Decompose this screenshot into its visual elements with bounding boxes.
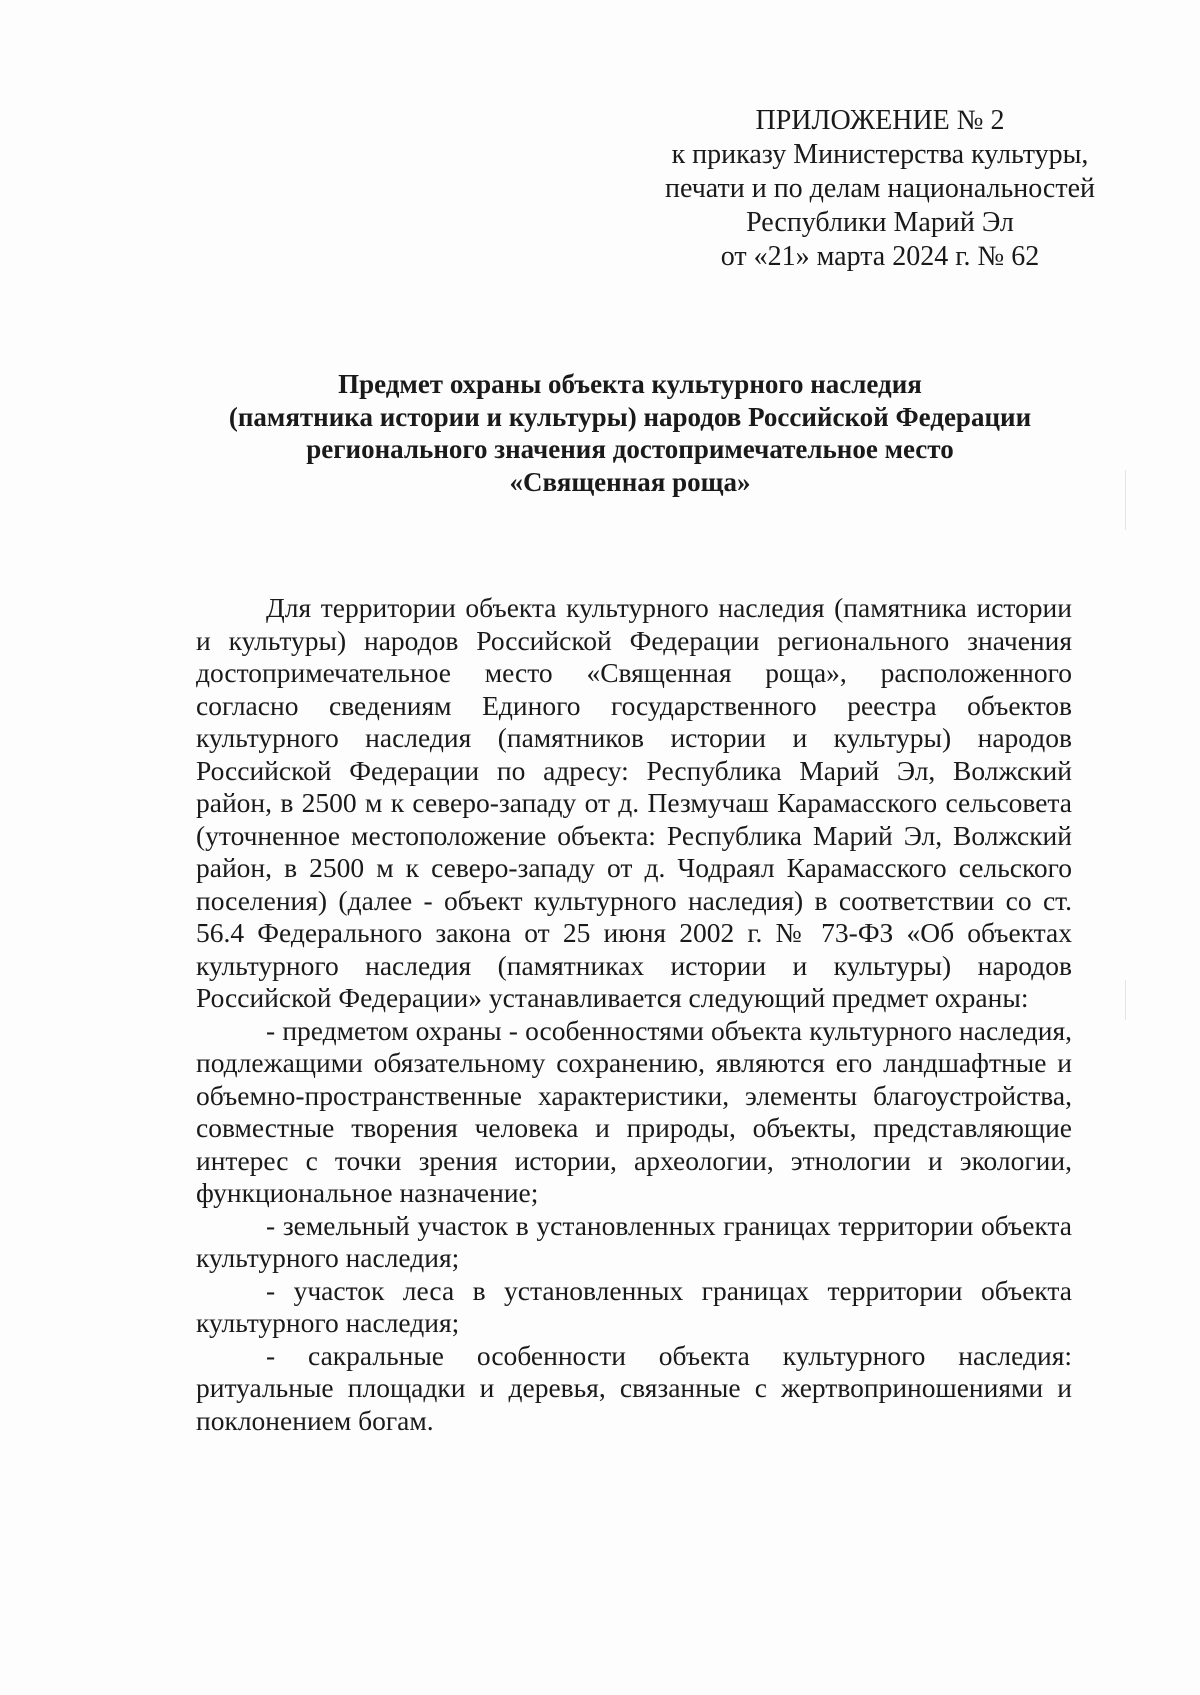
- appendix-republic: Республики Марий Эл: [746, 207, 1014, 238]
- title-line: «Священная роща»: [509, 466, 751, 497]
- body-paragraph-item: - земельный участок в установленных границах территории объекта культурного наследия;: [196, 1209, 1072, 1273]
- scan-margin-mark: [1125, 470, 1126, 530]
- appendix-number: ПРИЛОЖЕНИЕ № 2: [755, 105, 1005, 136]
- appendix-order-ref: к приказу Министерства культуры,: [671, 139, 1089, 170]
- document-title: [180, 368, 1080, 498]
- body-paragraph-item: - сакральные особенности объекта культурного наследия: ритуальные площадки и деревья, связанные с жертвоприношениями и поклонением богам.: [196, 1339, 1072, 1436]
- appendix-date: от «21» марта 2024 г. № 62: [720, 241, 1040, 272]
- title-line: Предмет охраны объекта культурного наследия: [338, 369, 922, 399]
- body-paragraph-item: - участок леса в установленных границах территории объекта культурного наследия;: [196, 1274, 1072, 1338]
- body-paragraph-item: - предметом охраны - особенностями объекта культурного наследия, подлежащими обязательному сохранению, являются его ландшафтные и объемно-пространственные характеристики, элементы благоустройства, совместные творения человека и природы, объекты, представляющие интерес с точки зрения истории, археологии, этнологии и экологии, функциональное назначение;: [196, 1014, 1072, 1208]
- scan-margin-mark: [1125, 980, 1126, 1020]
- title-line: (памятника истории и культуры) народов Российской Федерации: [228, 401, 1032, 432]
- appendix-header: [640, 104, 1120, 274]
- body-paragraph-intro: Для территории объекта культурного наследия (памятника истории и культуры) народов Российской Федерации регионального значения достопримечательное место «Священная роща», расположенного согласно сведениям Единого государственного реестра объектов культурного наследия (памятников истории и культуры) народов Российской Федерации по адресу: Республика Марий Эл, Волжский район, в 2500 м к северо-западу от д. Пезмучаш Карамасского сельсовета (уточненное местоположение объекта: Республика Марий Эл, Волжский район, в 2500 м к северо-западу от д. Чодраял Карамасского сельского поселения) (далее - объект культурного наследия) в соответствии со ст. 56.4 Федерального закона от 25 июня 2002 г. № 73-ФЗ «Об объектах культурного наследия (памятниках истории и культуры) народов Российской Федерации» устанавливается следующий предмет охраны:: [196, 592, 1072, 1013]
- appendix-ministry: печати и по делам национальностей: [664, 173, 1096, 204]
- title-line: регионального значения достопримечательное место: [306, 434, 954, 464]
- document-body: [196, 592, 1072, 1437]
